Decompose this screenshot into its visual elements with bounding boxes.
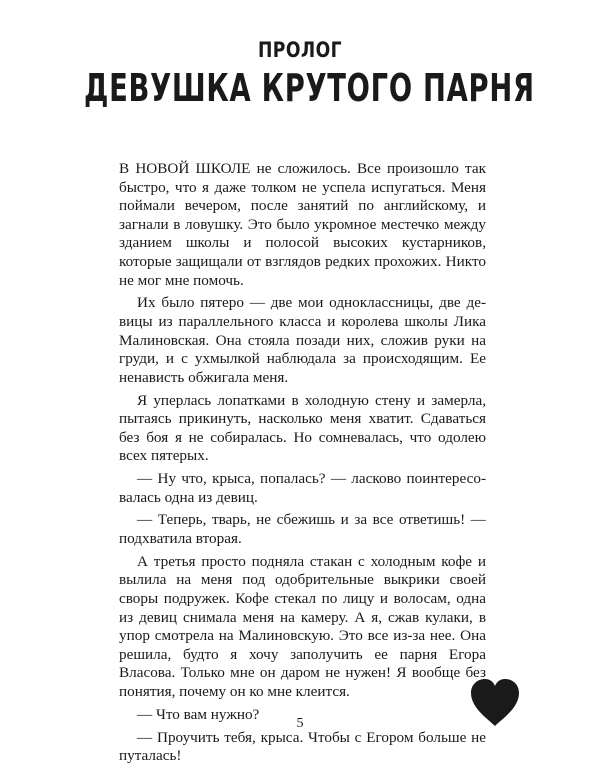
paragraph: — Что вам нужно? (137, 705, 260, 723)
paragraph: — Проучить тебя, крыса. Чтобы с Егором больше не путалась! (119, 728, 486, 765)
prologue-label: ПРОЛОГ (257, 38, 343, 62)
paragraph: — Теперь, тварь, не сбежишь и за все ответишь! — подхватила вторая. (119, 511, 486, 548)
paragraph: Их было пятеро — две мои одноклассницы, две девицы из параллельного класса и королева школы Лика Малиновская. Она стояла позади них, сложив руки на груди, и с ухмылкой наблюдала за происходящим. Ее ненависть обжигала меня. (119, 294, 486, 386)
body-text (119, 160, 486, 770)
heart-icon (468, 678, 522, 728)
paragraph: А третья просто подняла стакан с холодным кофе и вылила на меня под одобрительные выкрики своей своры подружек. Кофе стекал по лицу и волосам, одна из девиц снимала меня на камеру. А я, сжав кулаки, в упор смотрела на Малиновскую. Это все из-за нее. Она решила, будто я хочу заполучить ее парня Егора Власова. Только мне он даром не нужен! Я вообще без понятия, почему он ко мне клеится. (119, 552, 486, 700)
paragraph: Я уперлась лопатками в холодную стену и замерла, пытаясь прикинуть, насколько меня хватит. Сдаваться без боя я не собиралась. Но сомневалась, что одолею всех пятерых. (119, 391, 486, 465)
paragraph: — Ну что, крыса, попалась? — ласково поинтересовалась одна из девиц. (119, 470, 486, 506)
page-number: 5 (296, 716, 304, 731)
heart-shape (471, 679, 519, 726)
paragraph: В НОВОЙ ШКОЛЕ не сложилось. Все произошло так быстро, что я даже толком не успела испугаться. Меня поймали вечером, после занятий по английскому, и загнали в ловушку. Это было укромное местечко между зданием школы и полосой высоких кустарников, которые защищали от взглядов редких прохожих. Никто не мог мне помочь. (119, 160, 486, 289)
chapter-title: ДЕВУШКА КРУТОГО ПАРНЯ (83, 66, 535, 110)
